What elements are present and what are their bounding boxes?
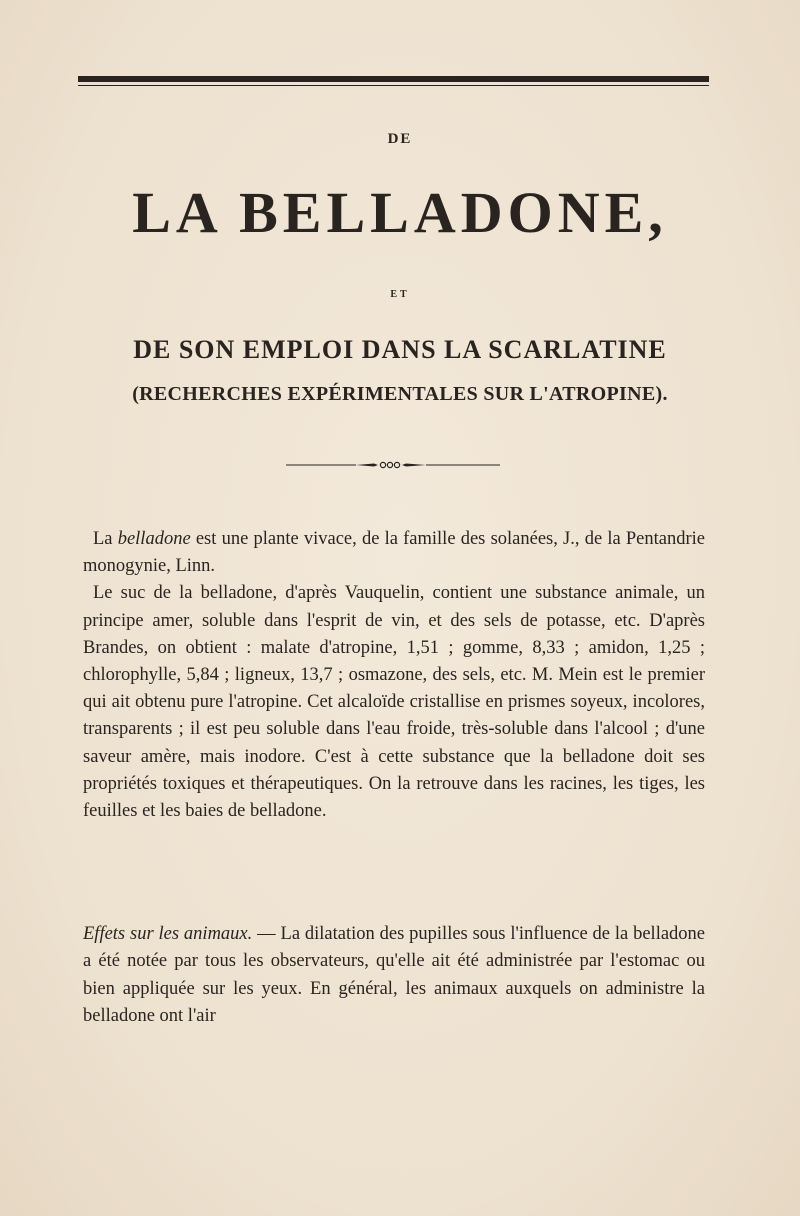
paragraph-3 bbox=[83, 921, 705, 1031]
body-text-section bbox=[83, 921, 705, 1031]
body-text bbox=[83, 526, 705, 825]
paragraph-2: Le suc de la belladone, d'après Vauquelin, contient une substance animale, un principe amer, soluble dans l'esprit de vin, et des sels de potasse, etc. D'après Brandes, on obtient : malate d'atropine, 1,51 ; gomme, 8,33 ; amidon, 1,25 ; chlorophylle, 5,84 ; ligneux, 13,7 ; osmazone, des sels, etc. M. Mein est le premier qui ait obtenu pure l'atropine. Cet alcaloïde cristallise en prismes soyeux, incolores, transparents ; il est peu soluble dans l'eau froide, très-soluble dans l'alcool ; d'une saveur amère, mais inodore. C'est à cette substance que la belladone doit ses propriétés toxiques et thérapeutiques. On la retrouve dans les racines, les tiges, les feuilles et les baies de belladone. bbox=[83, 583, 705, 822]
main-title: LA BELLADONE, bbox=[132, 180, 668, 245]
ornament-divider bbox=[286, 461, 500, 469]
subtitle: DE SON EMPLOI DANS LA SCARLATINE bbox=[133, 335, 667, 364]
paragraph-3-rest: — La dilatation des pupilles sous l'influence de la belladone a été notée par tous les observateurs, qu'elle ait été administrée par l'estomac ou bien appliquée sur les yeux. En général, les animaux auxquels on administre la belladone ont l'air bbox=[83, 924, 706, 1027]
section-heading-italic: Effets sur les animaux. bbox=[83, 924, 253, 944]
heading-de: DE bbox=[387, 131, 413, 147]
paragraph-1-prefix: La bbox=[93, 529, 118, 549]
top-thin-rule bbox=[78, 85, 709, 86]
subtitle-parenthetical: (RECHERCHES EXPÉRIMENTALES SUR L'ATROPINE). bbox=[132, 383, 668, 405]
paragraph-1-italic: belladone bbox=[117, 529, 191, 549]
top-thick-rule bbox=[78, 76, 709, 82]
paragraph-1 bbox=[83, 526, 705, 580]
paragraph-1-rest: est une plante vivace, de la famille des solanées, J., de la Pentandrie monogynie, Linn. bbox=[83, 529, 705, 577]
heading-et: ET bbox=[390, 289, 410, 300]
